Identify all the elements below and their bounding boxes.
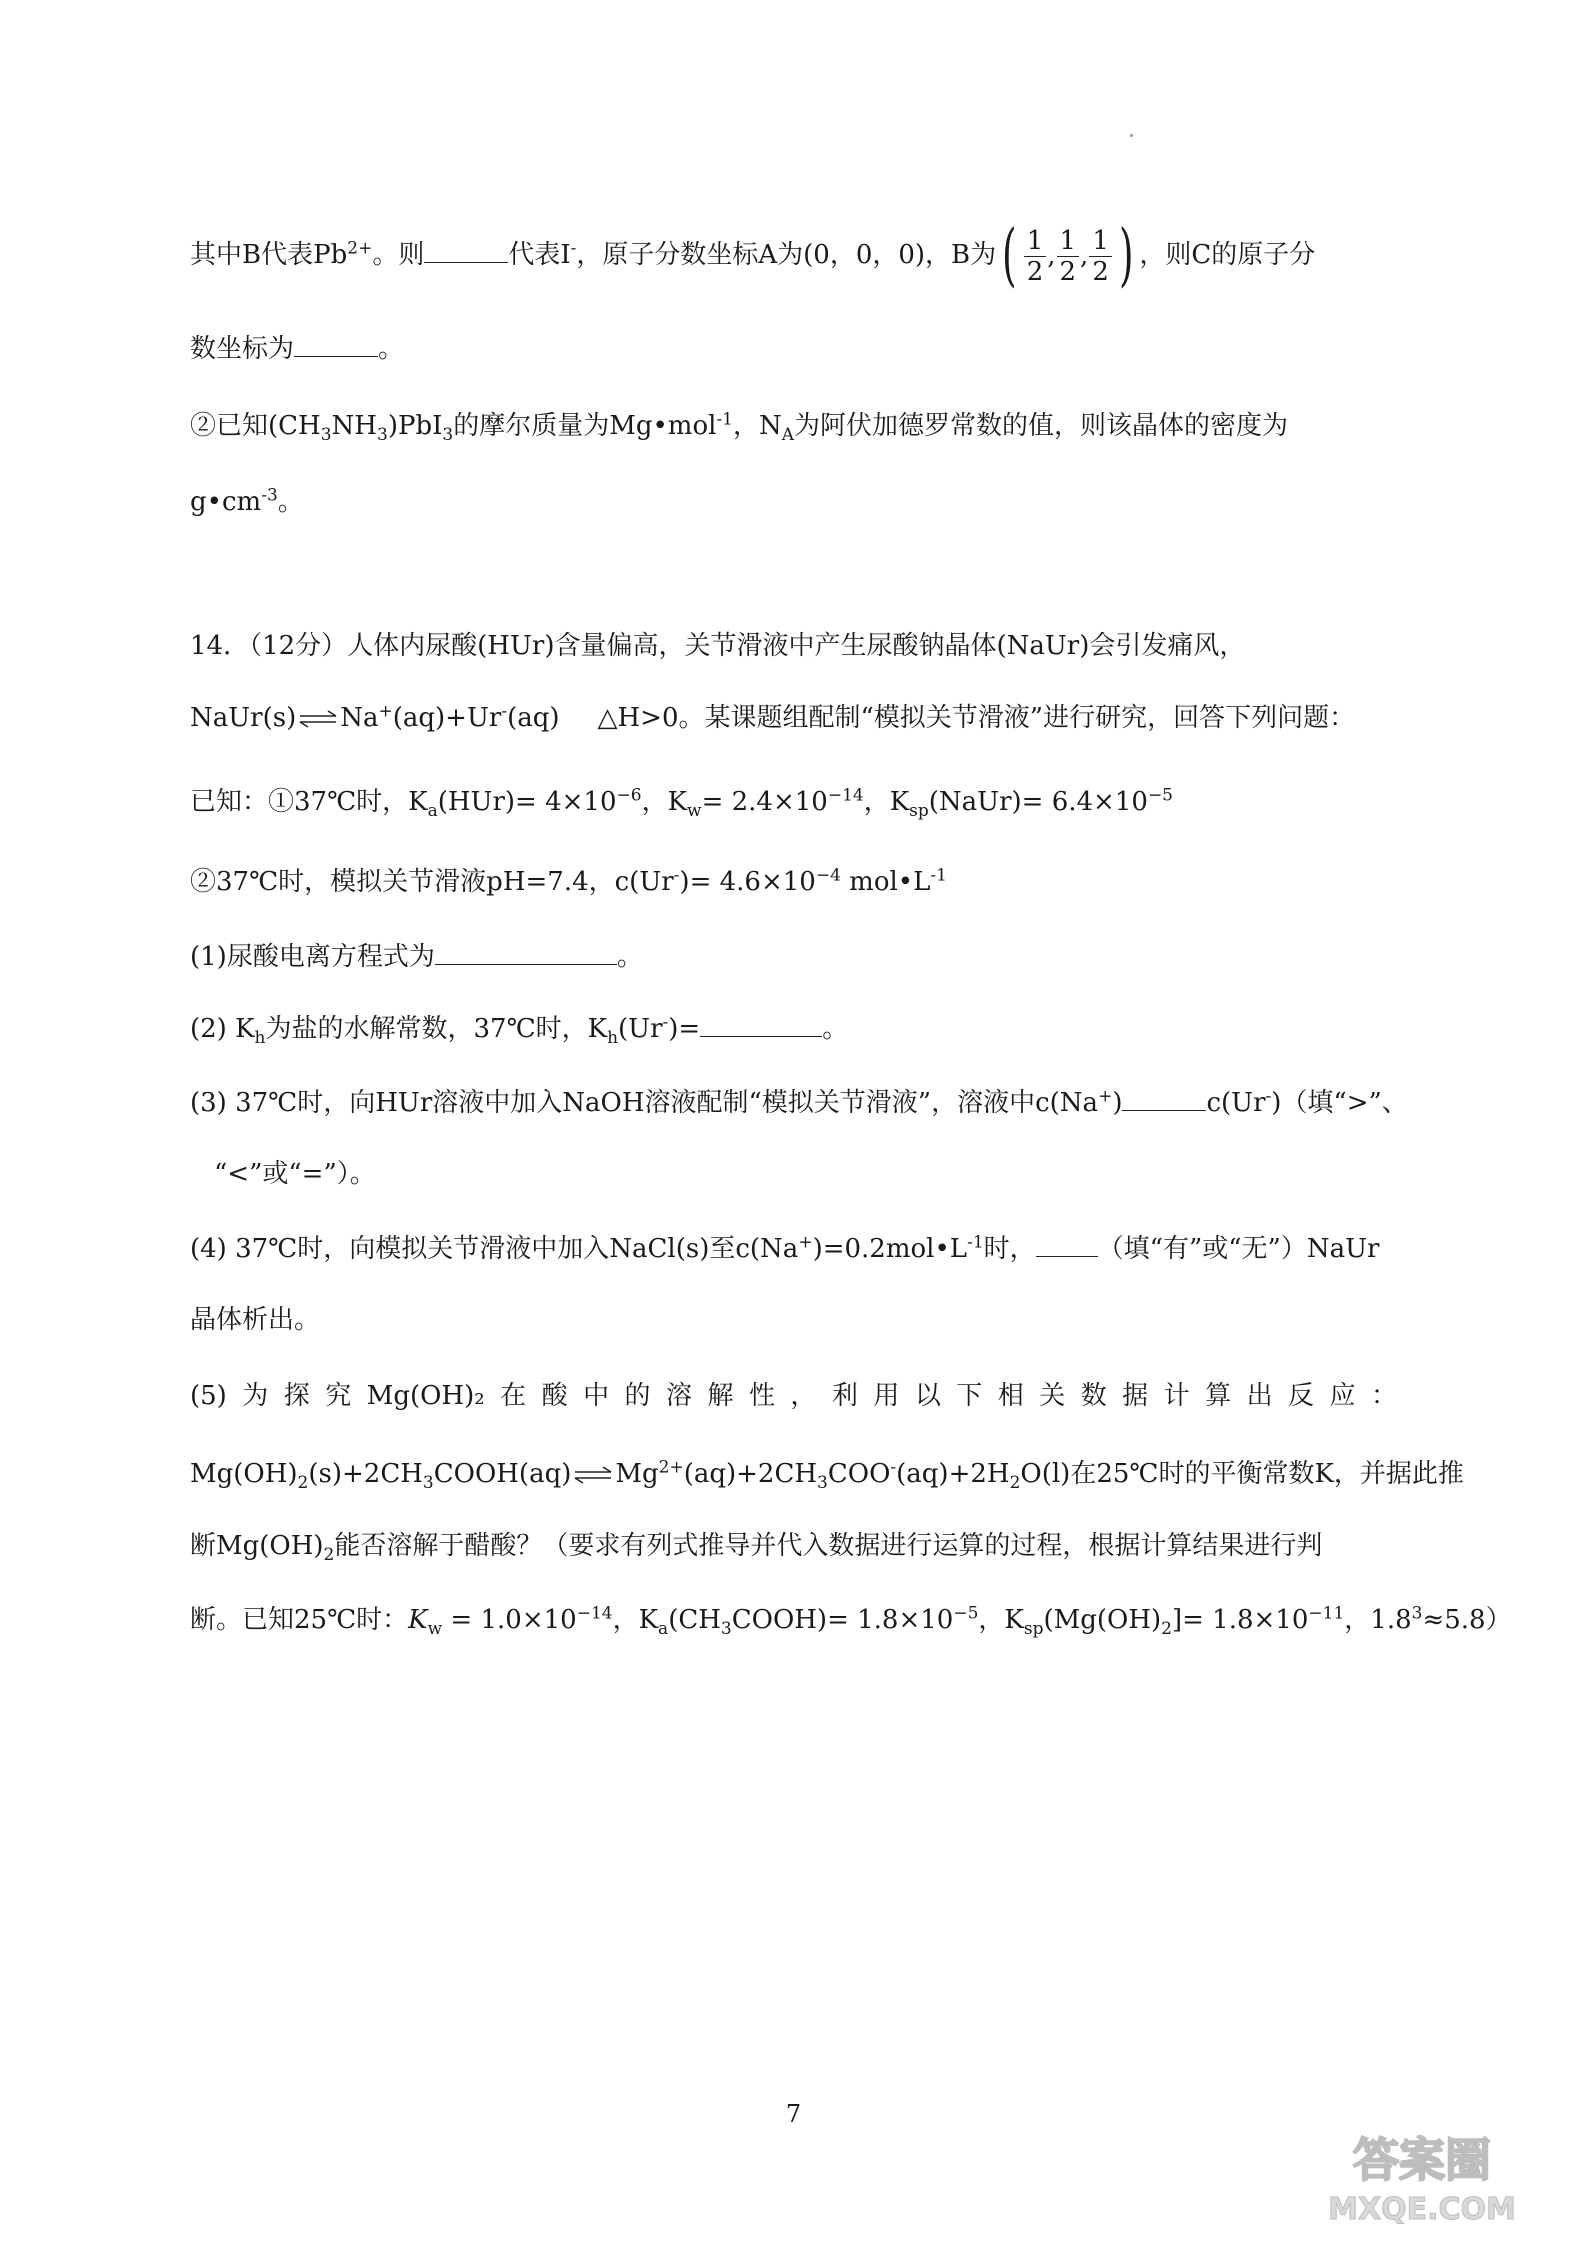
superscript: - (501, 701, 508, 722)
equilibrium-arrow-icon (573, 1465, 613, 1485)
text: 已知：①37℃时，K (190, 787, 428, 817)
q14-line-7 (190, 1084, 1408, 1121)
spread-word: 溶 (666, 1381, 693, 1411)
subscript: 2 (323, 1545, 335, 1566)
text: COOH(aq) (433, 1459, 572, 1489)
spread-word: 用 (873, 1381, 900, 1411)
superscript: - (1265, 1086, 1272, 1107)
q14-line-12 (190, 1456, 1464, 1494)
text: 的摩尔质量为Mg•mol (453, 411, 717, 441)
text: 为阿伏加德罗常数的值，则该晶体的密度为 (794, 411, 1289, 441)
fraction: $\frac{1}{2}$ (1024, 226, 1047, 287)
text: COOH)= 1.8×10 (731, 1605, 954, 1635)
subscript: h (254, 1028, 266, 1049)
superscript: 2+ (658, 1457, 684, 1478)
text: )= 4.6×10 (679, 867, 816, 897)
text-line-3 (190, 408, 1397, 444)
answer-blank[interactable] (700, 1010, 822, 1037)
spread-word: 在 (500, 1381, 527, 1411)
coordinate-b (996, 216, 1139, 295)
fraction: $\frac{1}{2}$ (1089, 226, 1112, 287)
answer-blank[interactable] (424, 236, 508, 263)
stray-dot (1130, 134, 1133, 137)
spread-word: 相 (997, 1381, 1024, 1411)
q14-line-4 (190, 864, 1397, 900)
subscript: 2 (297, 1473, 309, 1494)
subscript: a (427, 801, 438, 822)
q14-line-9 (190, 1230, 1397, 1267)
text: )= (668, 1014, 701, 1044)
text: （填“有”或“无”）NaUr (1097, 1234, 1380, 1264)
subscript: a (658, 1619, 669, 1640)
subscript: w (427, 1619, 443, 1640)
answer-blank[interactable] (294, 330, 378, 357)
text: △H>0。某课题组配制“模拟关节滑液”进行研究，回答下列问题： (597, 703, 1356, 733)
text-line-4 (190, 484, 1397, 520)
q14-line-3 (190, 784, 1397, 820)
subscript: 3 (817, 1473, 828, 1494)
spread-word: 探 (283, 1381, 310, 1411)
text: K (408, 1605, 428, 1635)
text: ②37℃时，模拟关节滑液pH=7.4，c(Ur (190, 867, 674, 897)
comma: , (1047, 241, 1056, 271)
answer-blank[interactable] (1036, 1230, 1098, 1257)
text: ，N (733, 411, 782, 441)
text: O(l)在25℃时的平衡常数K，并据此推 (1020, 1459, 1464, 1489)
text: “<”或“=”）。 (214, 1159, 376, 1189)
page-number: 7 (785, 2100, 802, 2128)
text: )=0.2mol•L (812, 1234, 968, 1264)
text: 为盐的水解常数，37℃时，K (265, 1014, 608, 1044)
spread-word: 数 (1080, 1381, 1107, 1411)
text: c(Ur (1206, 1088, 1266, 1118)
text: Mg(OH) (190, 1459, 298, 1489)
spread-word: 下 (956, 1381, 983, 1411)
q14-line-10 (190, 1302, 1397, 1338)
subscript: A (781, 425, 795, 446)
spread-word: 酸 (541, 1381, 568, 1411)
superscript: - (662, 1012, 669, 1033)
text: ) (1112, 1088, 1123, 1118)
subscript: 3 (720, 1619, 732, 1640)
subscript: 2 (1009, 1473, 1021, 1494)
spread-word: 反 (1288, 1381, 1315, 1411)
text: (4) 37℃时，向模拟关节滑液中加入NaCl(s)至c(Na (190, 1234, 799, 1264)
text: (CH (668, 1605, 721, 1635)
superscript: −14 (827, 785, 864, 806)
text: mol•L (840, 867, 931, 897)
subscript: 3 (442, 425, 454, 446)
watermark-bottom: MXQE.COM (1328, 2192, 1516, 2227)
text: (aq)+2H (896, 1459, 1010, 1489)
text: (aq)+Ur (392, 703, 502, 733)
text: ，则C的原子分 (1139, 240, 1316, 270)
spread-word: 出 (1246, 1381, 1273, 1411)
question-14-stem: 14．（12分）人体内尿酸(HUr)含量偏高，关节滑液中产生尿酸钠晶体(NaUr)会引发痛风， (190, 631, 1246, 661)
text: 。 (822, 1014, 849, 1044)
text: 。 (616, 942, 643, 972)
superscript: −5 (1147, 785, 1173, 806)
text: ，K (978, 1605, 1024, 1635)
text: (1)尿酸电离方程式为 (190, 942, 435, 972)
equilibrium-arrow-icon (298, 709, 338, 729)
superscript: - (570, 238, 577, 259)
q14-line-14 (190, 1602, 1512, 1640)
subscript: 3 (376, 425, 388, 446)
text: )PbI (387, 411, 443, 441)
text: 能否溶解于醋酸？（要求有列式推导并代入数据进行运算的过程，根据计算结果进行判 (334, 1531, 1323, 1561)
subscript: sp (1023, 1619, 1044, 1640)
text: ，K (612, 1605, 659, 1635)
superscript: 3 (1411, 1603, 1423, 1624)
answer-blank[interactable] (1122, 1084, 1206, 1111)
superscript: −14 (576, 1603, 613, 1624)
superscript: - (890, 1457, 897, 1478)
subscript: h (607, 1028, 619, 1049)
superscript: -1 (967, 1232, 984, 1253)
spread-word: 为 (242, 1381, 269, 1411)
subscript: sp (909, 801, 929, 822)
spread-word: 以 (914, 1381, 941, 1411)
text: 数坐标为 (190, 334, 295, 364)
q14-line-5 (190, 938, 1397, 975)
superscript: + (378, 701, 393, 722)
text: NH (331, 411, 377, 441)
text: NaUr(s) (190, 703, 297, 733)
text: ②已知(CH (190, 411, 321, 441)
q14-line-8 (214, 1156, 1397, 1192)
text: 断。已知25℃时： (190, 1605, 409, 1635)
text: 。 (378, 334, 405, 364)
text: COO (827, 1459, 891, 1489)
watermark-logo (1277, 2121, 1567, 2231)
subscript: 2 (1161, 1619, 1172, 1640)
text: 晶体析出。 (190, 1305, 321, 1335)
text-line-2 (190, 330, 1397, 367)
spread-word: ： (1370, 1381, 1397, 1411)
spread-word: 计 (1163, 1381, 1190, 1411)
spread-word: 的 (624, 1381, 651, 1411)
text: (Ur (618, 1014, 663, 1044)
superscript: -1 (930, 865, 947, 886)
right-paren: ) (1118, 216, 1134, 295)
comma: , (1080, 241, 1089, 271)
text: = 2.4×10 (701, 787, 828, 817)
text: (2) K (190, 1014, 255, 1044)
text: (s)+2CH (308, 1459, 423, 1489)
text: Na (340, 703, 379, 733)
text: 时， (983, 1234, 1036, 1264)
text: 。 (277, 487, 304, 517)
answer-blank[interactable] (435, 938, 617, 965)
text: ，1.8 (1344, 1605, 1412, 1635)
text: ，K (863, 787, 910, 817)
spread-word: ， (790, 1381, 817, 1411)
spread-word: 算 (1205, 1381, 1232, 1411)
superscript: + (798, 1232, 813, 1253)
q14-line-6 (190, 1010, 1397, 1047)
q14-line-1 (190, 628, 1397, 664)
q14-line-13 (190, 1528, 1397, 1564)
spread-word: (5) (190, 1381, 227, 1411)
text: (aq)+2CH (683, 1459, 818, 1489)
superscript: 2+ (347, 238, 373, 259)
spread-word: 性 (748, 1381, 775, 1411)
text: 。则 (372, 240, 425, 270)
text: )（填“>”、 (1271, 1088, 1408, 1118)
text: (aq) (507, 703, 560, 733)
text-line-1 (190, 216, 1397, 295)
text: ，原子分数坐标A为(0，0，0)，B为 (576, 240, 997, 270)
superscript: −5 (953, 1603, 979, 1624)
superscript: −6 (616, 785, 642, 806)
spread-word: 解 (707, 1381, 734, 1411)
superscript: -1 (716, 409, 733, 430)
text: ]= 1.8×10 (1171, 1605, 1309, 1635)
text: ，K (641, 787, 687, 817)
spread-word: Mg(OH)₂ (366, 1381, 485, 1411)
superscript: - (673, 865, 680, 886)
spread-word: 据 (1122, 1381, 1149, 1411)
text: = 1.0×10 (442, 1605, 577, 1635)
superscript: −4 (815, 865, 841, 886)
superscript: + (1098, 1086, 1113, 1107)
spread-word: 利 (831, 1381, 858, 1411)
spread-word: 关 (1039, 1381, 1066, 1411)
superscript: -3 (261, 485, 278, 506)
text: g•cm (190, 487, 262, 517)
spread-word: 中 (583, 1381, 610, 1411)
watermark-top: 答案圈 (1353, 2133, 1491, 2187)
text: ≈5.8） (1422, 1605, 1512, 1635)
text: (HUr)= 4×10 (437, 787, 617, 817)
superscript: −11 (1308, 1603, 1345, 1624)
text: (NaUr)= 6.4×10 (928, 787, 1148, 817)
fraction: $\frac{1}{2}$ (1057, 226, 1080, 287)
spread-word: 究 (325, 1381, 352, 1411)
spread-word: 应 (1329, 1381, 1356, 1411)
text: (Mg(OH) (1043, 1605, 1162, 1635)
left-paren: ( (1002, 216, 1017, 295)
text: 断Mg(OH) (190, 1531, 324, 1561)
text: Mg (615, 1459, 659, 1489)
text: 其中B代表Pb (190, 240, 348, 270)
subscript: w (687, 801, 702, 822)
text: 代表I (508, 240, 571, 270)
text: (3) 37℃时，向HUr溶液中加入NaOH溶液配制“模拟关节滑液”，溶液中c(Na (190, 1088, 1099, 1118)
subscript: 3 (320, 425, 332, 446)
q14-line-11 (190, 1378, 1397, 1414)
q14-line-2 (190, 700, 1397, 736)
subscript: 3 (422, 1473, 434, 1494)
